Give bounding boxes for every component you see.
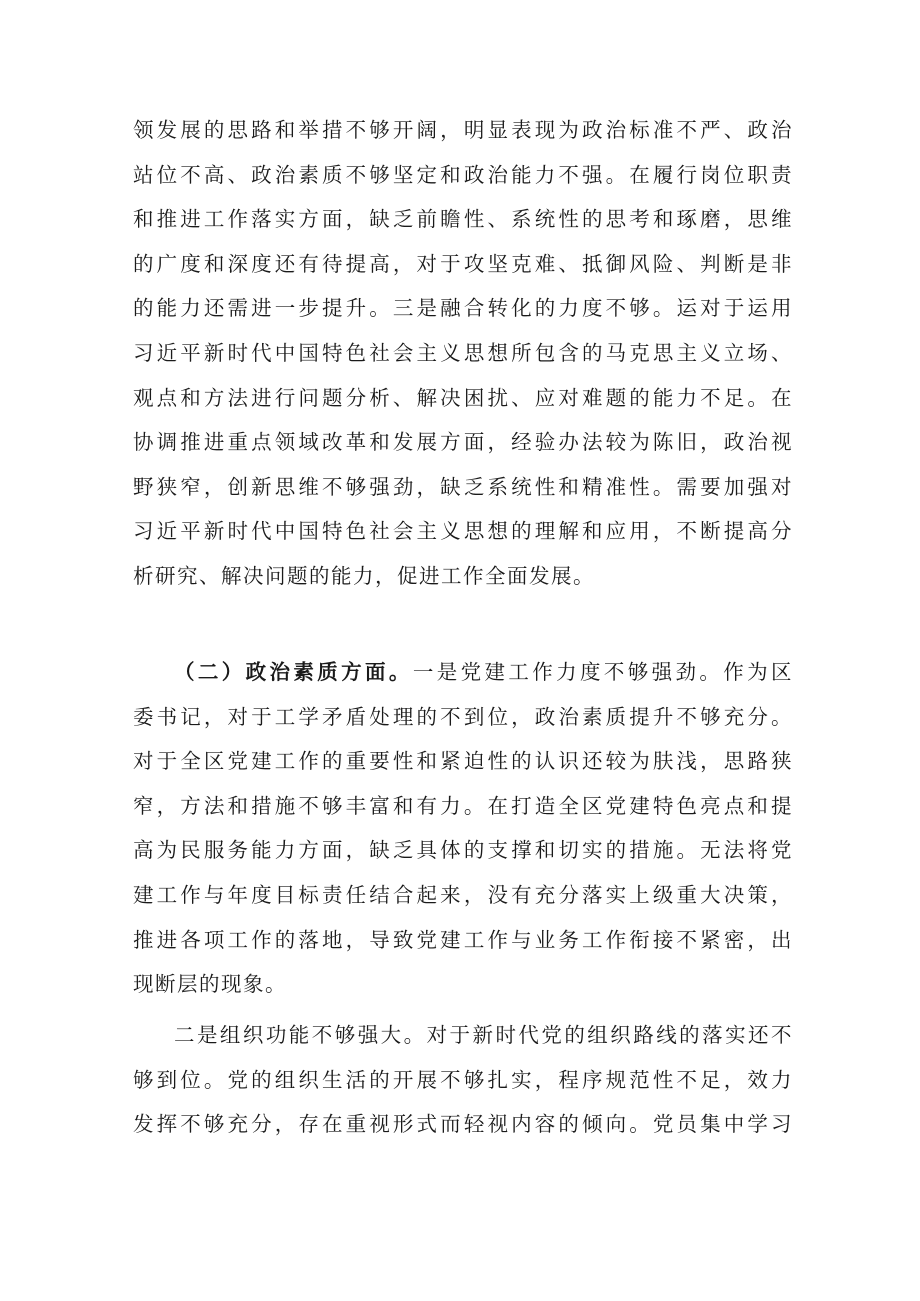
- text-line: 推进各项工作的落地，导致党建工作与业务工作衔接不紧密，出: [133, 927, 793, 952]
- text-line: 二是组织功能不够强大。对于新时代党的组织路线的落实还不: [174, 1023, 793, 1047]
- text-line: 站位不高、政治素质不够坚定和政治能力不强。在履行岗位职责: [133, 162, 793, 187]
- paragraph-political-stance-continued: [133, 108, 793, 599]
- paragraph-organization-function: [133, 1013, 793, 1147]
- text-line: 习近平新时代中国特色社会主义思想的理解和应用，不断提高分: [133, 519, 793, 544]
- text-line: 对于全区党建工作的重要性和紧迫性的认识还较为肤浅，思路狭: [133, 749, 793, 774]
- text-line: 高为民服务能力方面，缺乏具体的支撑和切实的措施。无法将党: [133, 838, 793, 863]
- text-fragment: 一是党建工作力度不够强劲。作为区: [412, 660, 794, 684]
- text-line: 习近平新时代中国特色社会主义思想所包含的马克思主义立场、: [133, 340, 793, 365]
- text-line: 野狭窄，创新思维不够强劲，缺乏系统性和精准性。需要加强对: [133, 474, 793, 499]
- text-line: 的广度和深度还有待提高，对于攻坚克难、抵御风险、判断是非: [133, 251, 793, 276]
- paragraph-political-quality: [133, 650, 793, 1007]
- text-line: 窄，方法和措施不够丰富和有力。在打造全区党建特色亮点和提: [133, 793, 793, 818]
- text-line: 的能力还需进一步提升。三是融合转化的力度不够。运对于运用: [133, 296, 793, 321]
- section-heading: （二）政治素质方面。: [174, 660, 413, 684]
- text-line: 委书记，对于工学矛盾处理的不到位，政治素质提升不够充分。: [133, 704, 793, 729]
- text-line: 够到位。党的组织生活的开展不够扎实，程序规范性不足，效力: [133, 1067, 793, 1092]
- text-line-with-heading: [133, 650, 793, 695]
- text-line: 和推进工作落实方面，缺乏前瞻性、系统性的思考和琢磨，思维: [133, 207, 793, 232]
- text-line: 现断层的现象。: [133, 972, 287, 997]
- text-line: 发挥不够充分，存在重视形式而轻视内容的倾向。党员集中学习: [133, 1112, 793, 1137]
- text-line: 建工作与年度目标责任结合起来，没有充分落实上级重大决策，: [133, 882, 793, 907]
- text-line: 观点和方法进行问题分析、解决困扰、应对难题的能力不足。在: [133, 385, 793, 410]
- text-line: 协调推进重点领域改革和发展方面，经验办法较为陈旧，政治视: [133, 430, 793, 455]
- text-line: 析研究、解决问题的能力，促进工作全面发展。: [133, 563, 595, 588]
- text-line: 领发展的思路和举措不够开阔，明显表现为政治标准不严、政治: [133, 118, 793, 142]
